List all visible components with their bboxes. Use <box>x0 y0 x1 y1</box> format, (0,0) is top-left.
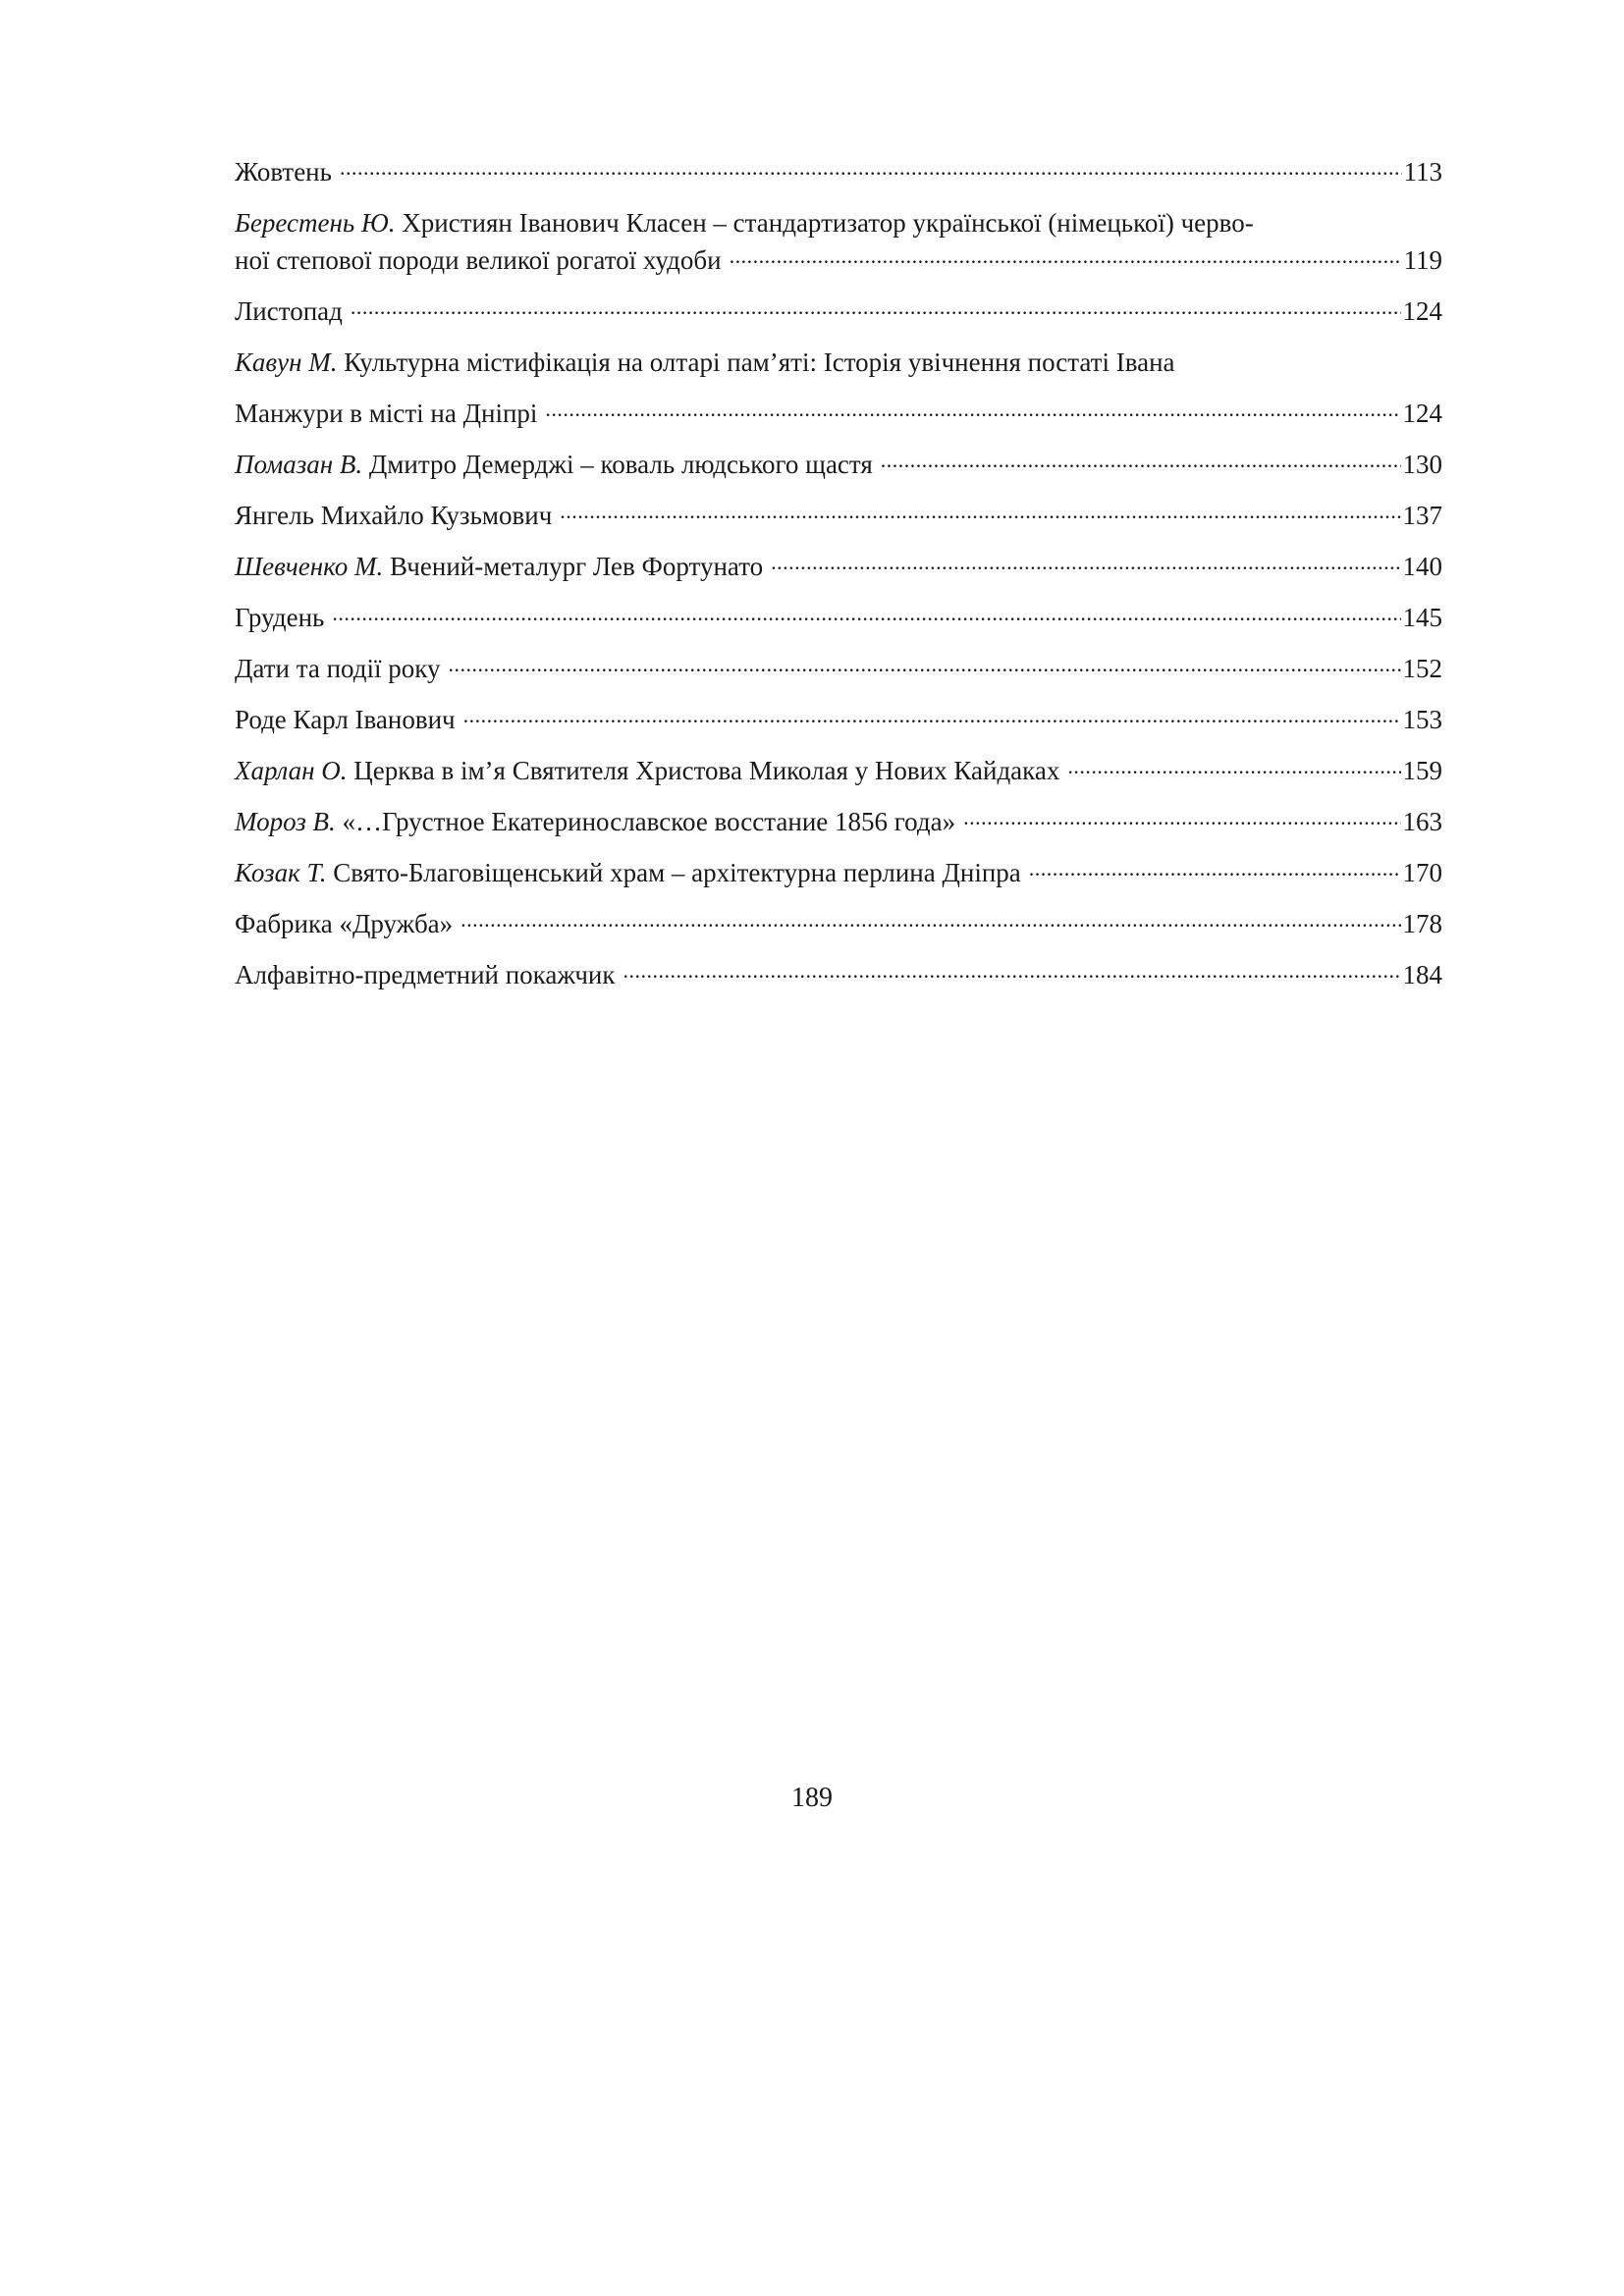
toc-entry[interactable] <box>235 956 1442 993</box>
toc-entry-title: Грудень <box>235 603 325 632</box>
toc-entry-title: «…Грустное Екатеринославское восстание 1856 года» <box>342 807 956 836</box>
toc-entry-title-line1: Християн Іванович Класен – стандартизатор української (німецької) черво- <box>402 208 1254 238</box>
dot-leader <box>560 498 1400 524</box>
dot-leader <box>448 651 1400 677</box>
toc-entry-page: 184 <box>1402 960 1442 989</box>
dot-leader <box>463 702 1401 728</box>
toc-entry-page: 145 <box>1402 603 1442 632</box>
dot-leader <box>1067 753 1400 779</box>
toc-entry[interactable] <box>235 548 1442 585</box>
toc-entry[interactable] <box>235 293 1442 330</box>
toc-entry-author: Кавун М. <box>235 347 338 377</box>
dot-leader <box>963 804 1400 830</box>
toc-entry[interactable] <box>235 854 1442 891</box>
toc-entry-page: 119 <box>1403 245 1442 275</box>
toc-entry-page: 170 <box>1402 858 1442 887</box>
toc-entry-page: 163 <box>1402 807 1442 836</box>
toc-entry[interactable] <box>235 446 1442 483</box>
toc-entry-page: 159 <box>1402 756 1442 785</box>
toc-entry-title: Дмитро Демерджі – коваль людського щастя <box>368 450 873 479</box>
toc-entry[interactable] <box>235 599 1442 636</box>
toc-entry[interactable] <box>235 752 1442 789</box>
toc-entry-title: Листопад <box>235 296 343 326</box>
toc-entry-title: ної степової породи великої рогатої худоби <box>235 245 722 275</box>
dot-leader <box>771 549 1400 575</box>
dot-leader <box>351 294 1401 320</box>
toc-entry[interactable] <box>235 650 1442 687</box>
toc-entry-page: 152 <box>1402 654 1442 683</box>
toc-entry[interactable] <box>235 153 1442 190</box>
toc-entry[interactable] <box>235 803 1442 840</box>
table-of-contents <box>235 153 1442 1007</box>
toc-entry-page: 113 <box>1403 157 1442 187</box>
dot-leader <box>623 957 1401 984</box>
page-number: 189 <box>791 1783 833 1813</box>
toc-entry[interactable] <box>235 497 1442 534</box>
toc-entry-title: Церква в ім’я Святителя Христова Миколая у Нових Кайдаках <box>353 756 1060 785</box>
toc-entry-author: Берестень Ю. <box>235 208 396 238</box>
toc-entry-title: Жовтень <box>235 157 332 187</box>
toc-entry-page: 137 <box>1402 501 1442 530</box>
toc-entry-page: 124 <box>1402 399 1442 428</box>
toc-entry-title: Янгель Михайло Кузьмович <box>235 501 553 530</box>
toc-entry-author: Харлан О. <box>235 756 348 785</box>
toc-entry-page: 178 <box>1402 909 1442 938</box>
toc-entry-page: 130 <box>1402 450 1442 479</box>
toc-entry-title: Алфавітно-предметний покажчик <box>235 960 616 989</box>
toc-entry-title: Манжури в місті на Дніпрі <box>235 399 538 428</box>
toc-entry[interactable] <box>235 204 1442 279</box>
dot-leader <box>545 396 1400 422</box>
toc-entry-title: Свято-Благовіщенський храм – архітектурна перлина Дніпра <box>333 858 1021 887</box>
toc-entry-title: Вчений-металург Лев Фортунато <box>389 552 764 581</box>
dot-leader <box>460 906 1400 933</box>
dot-leader <box>332 600 1400 626</box>
dot-leader <box>1029 855 1401 881</box>
toc-entry-title-line1: Культурна містифікація на олтарі пам’яті: Історія увічнення постаті Івана <box>344 347 1175 377</box>
toc-entry-author: Мороз В. <box>235 807 336 836</box>
toc-entry[interactable] <box>235 344 1442 432</box>
toc-entry[interactable] <box>235 905 1442 942</box>
toc-entry-title: Фабрика «Дружба» <box>235 909 454 938</box>
toc-entry-page: 140 <box>1402 552 1442 581</box>
toc-entry[interactable] <box>235 701 1442 738</box>
toc-entry-author: Шевченко М. <box>235 552 384 581</box>
toc-entry-author: Козак Т. <box>235 858 327 887</box>
toc-entry-author: Помазан В. <box>235 450 363 479</box>
toc-entry-title: Дати та події року <box>235 654 441 683</box>
dot-leader <box>340 154 1402 181</box>
toc-entry-page: 124 <box>1402 296 1442 326</box>
dot-leader <box>730 242 1402 269</box>
toc-entry-title: Роде Карл Іванович <box>235 705 456 734</box>
dot-leader <box>881 447 1401 473</box>
toc-entry-page: 153 <box>1402 705 1442 734</box>
